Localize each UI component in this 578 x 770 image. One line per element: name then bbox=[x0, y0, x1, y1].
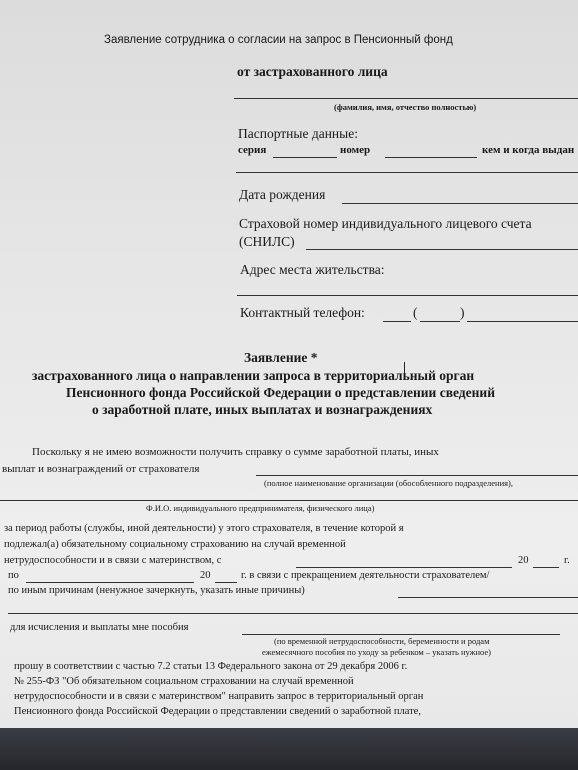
paragraph2-line2: подлежал(а) обязательному социальному страхованию на случай временной bbox=[4, 539, 346, 550]
snils-label-line2: (СНИЛС) bbox=[239, 234, 295, 249]
fio-hint: (фамилия, имя, отчество полностью) bbox=[334, 102, 477, 112]
period-start-year-prefix: 20 bbox=[518, 555, 529, 566]
period-end-field[interactable] bbox=[26, 582, 194, 583]
series-label: серия bbox=[238, 144, 267, 156]
number-label: номер bbox=[340, 144, 371, 156]
statement-subtitle-line2: Пенсионного фонда Российской Федерации о представлении сведений bbox=[66, 385, 495, 400]
paragraph3-line1: прошу в соответствии с частью 7.2 статьи 13 Федерального закона от 29 декабря 2006 г. bbox=[14, 661, 408, 672]
issued-label: кем и когда выдан bbox=[482, 144, 575, 156]
number-field[interactable] bbox=[385, 157, 477, 158]
paragraph1-line2: выплат и вознаграждений от страхователя bbox=[2, 463, 200, 475]
period-start-year-field[interactable] bbox=[533, 567, 559, 568]
other-reasons-field[interactable] bbox=[398, 597, 578, 598]
period-start-year-suffix: г. bbox=[564, 555, 570, 566]
phone-paren-open: ( bbox=[413, 305, 418, 320]
document-header-title: Заявление сотрудника о согласии на запрос в Пенсионный фонд bbox=[104, 34, 453, 46]
benefit-hint-line2: ежемесячного пособия по уходу за ребенком – указать нужное) bbox=[262, 647, 492, 657]
address-label: Адрес места жительства: bbox=[240, 262, 385, 277]
other-reasons-field-continuation[interactable] bbox=[8, 613, 578, 614]
period-start-field[interactable] bbox=[296, 567, 512, 568]
benefit-label: для исчисления и выплаты мне пособия bbox=[10, 622, 189, 633]
statement-subtitle-line1: застрахованного лица о направлении запроса в территориальный орган bbox=[32, 368, 475, 383]
birth-label: Дата рождения bbox=[239, 187, 326, 202]
phone-number-field[interactable] bbox=[467, 321, 578, 322]
fio-line[interactable] bbox=[234, 98, 578, 99]
phone-code-field[interactable] bbox=[420, 321, 460, 322]
from-label: от застрахованного лица bbox=[237, 64, 388, 79]
text-cursor-icon bbox=[404, 362, 406, 374]
address-field[interactable] bbox=[237, 295, 578, 296]
paragraph3-line2: № 255-ФЗ "Об обязательном социальном страховании на случай временной bbox=[14, 676, 354, 687]
period-end-year-prefix: 20 bbox=[200, 570, 211, 581]
phone-paren-close: ) bbox=[460, 305, 465, 320]
series-field[interactable] bbox=[273, 157, 337, 158]
paragraph3-line4: Пенсионного фонда Российской Федерации о представлении сведений о заработной плате, bbox=[14, 706, 421, 717]
paragraph2-line3: нетрудоспособности и в связи с материнством, с bbox=[4, 555, 222, 566]
employer-field-continuation[interactable] bbox=[0, 500, 578, 501]
period-end-year-field[interactable] bbox=[215, 582, 237, 583]
statement-title: Заявление * bbox=[244, 350, 318, 365]
employer-field[interactable] bbox=[256, 475, 578, 476]
birth-field[interactable] bbox=[342, 203, 578, 204]
benefit-hint-line1: (по временной нетрудоспособности, беременности и родам bbox=[274, 636, 490, 646]
employer-hint: (полное наименование организации (обособленного подразделения), bbox=[264, 478, 514, 488]
issued-field[interactable] bbox=[236, 172, 578, 173]
statement-subtitle-line3: о заработной плате, иных выплатах и вознаграждениях bbox=[92, 402, 433, 417]
paragraph3-line3: нетрудоспособности и в связи с материнством" направить запрос в территориальный орган bbox=[14, 691, 424, 702]
paragraph2-line4: г. в связи с прекращением деятельности страхователем/ bbox=[241, 570, 490, 581]
phone-prefix-field[interactable] bbox=[383, 321, 411, 322]
benefit-field[interactable] bbox=[242, 634, 560, 635]
passport-label: Паспортные данные: bbox=[238, 126, 358, 141]
entrepreneur-hint: Ф.И.О. индивидуального предпринимателя, физического лица) bbox=[146, 503, 375, 513]
phone-label: Контактный телефон: bbox=[240, 305, 365, 320]
paragraph2-line5: по иным причинам (ненужное зачеркнуть, указать иные причины) bbox=[8, 585, 305, 596]
snils-field[interactable] bbox=[306, 249, 578, 250]
monitor-bezel bbox=[0, 728, 578, 770]
paragraph1-line1: Поскольку я не имею возможности получить справку о сумме заработной платы, иных bbox=[32, 446, 439, 458]
snils-label-line1: Страховой номер индивидуального лицевого счета bbox=[239, 216, 532, 231]
period-end-label: по bbox=[8, 570, 19, 581]
paragraph2-line1: за период работы (службы, иной деятельности) у этого страхователя, в течение которой я bbox=[4, 523, 404, 534]
